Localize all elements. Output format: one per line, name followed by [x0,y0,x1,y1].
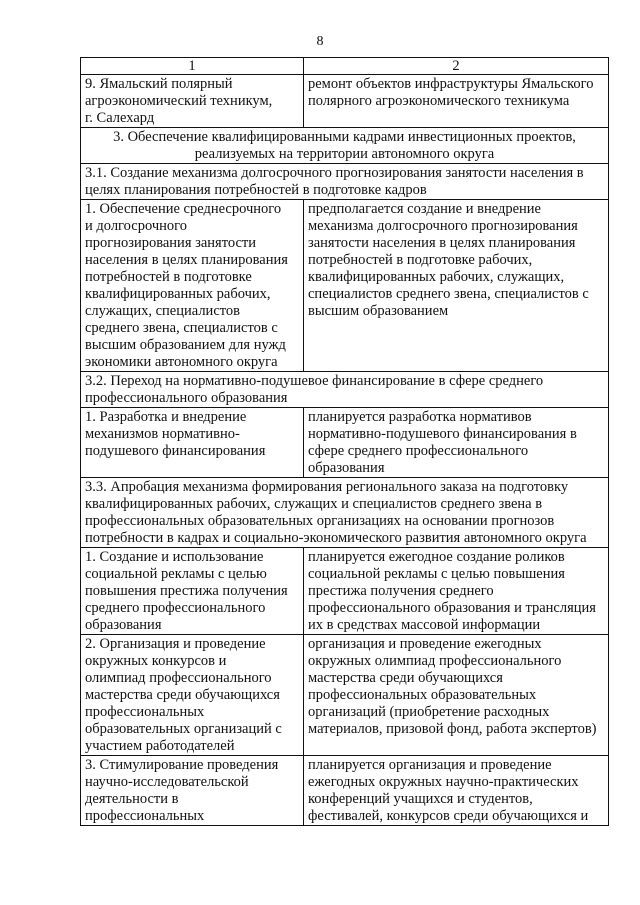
measures-table [80,57,609,826]
subsection-heading [81,478,609,548]
table-row [81,635,609,756]
description-cell [304,75,609,128]
heading-text: 3.2. Переход на нормативно-подушевое финансирование в сфере среднего профессионального образования [85,373,544,406]
measure-text: 1. Создание и использование социальной рекламы с целью повышения престижа получения среднего профессионального образования [85,549,288,633]
page-number: 8 [316,34,324,49]
description-cell [304,548,609,635]
measure-cell [81,635,304,756]
description-text: ремонт объектов инфраструктуры Ямальского полярного агроэкономического техникума [308,76,594,109]
header-row [81,58,609,75]
table-body [81,58,609,826]
table-row [81,408,609,478]
description-text: предполагается создание и внедрение механизма долгосрочного прогнозирования занятости населения в целях планирования потребностей в подготовке рабочих, квалифицированных рабочих, служащих, специалистов среднего звена, специалистов с высшим образованием [308,201,589,319]
subsection-heading-row [81,164,609,200]
description-text: организация и проведение ежегодных окружных олимпиад профессионального мастерства среди обучающихся профессиональных образовательных организаций (приобретение расходных материалов, призовой фонд, работа экспертов) [308,636,597,737]
table-row [81,756,609,826]
subsection-heading [81,372,609,408]
table-row [81,75,609,128]
measure-cell [81,756,304,826]
measure-text: 9. Ямальский полярный агроэкономический техникум, г. Салехард [85,76,273,126]
subsection-heading [81,164,609,200]
heading-text: 3.3. Апробация механизма формирования регионального заказа на подготовку квалифицированных рабочих, служащих и специалистов среднего звена в профессиональных образовательных организациях на основании прогнозов потребности в кадрах и социально-экономического развития автономного округа [85,479,587,546]
subsection-heading-row [81,372,609,408]
measure-cell [81,200,304,372]
header-cell-1: 1 [81,58,304,75]
measure-cell [81,548,304,635]
measure-text: 1. Обеспечение среднесрочного и долгосрочного прогнозирования занятости населения в целях планирования потребностей в подготовке квалифицированных рабочих, служащих, специалистов среднего звена, специалистов с высшим образованием для нужд экономики автономного округа [85,201,288,370]
subsection-heading-row [81,478,609,548]
measure-cell [81,408,304,478]
section-heading [81,128,609,164]
measure-cell [81,75,304,128]
description-cell [304,635,609,756]
table-row [81,548,609,635]
measure-text: 3. Стимулирование проведения научно-исследовательской деятельности в профессиональных [85,757,279,824]
description-cell [304,200,609,372]
measure-text: 1. Разработка и внедрение механизмов нормативно- подушевого финансирования [85,409,266,459]
description-text: планируется ежегодное создание роликов социальной рекламы с целью повышения престижа получения среднего профессионального образования и трансляция их в средствах массовой информации [308,549,596,633]
header-cell-2: 2 [304,58,609,75]
description-text: планируется разработка нормативов нормативно-подушевого финансирования в сфере среднего профессионального образования [308,409,577,476]
heading-text: 3. Обеспечение квалифицированными кадрами инвестиционных проектов, реализуемых на территории автономного округа [113,129,576,162]
heading-text: 3.1. Создание механизма долгосрочного прогнозирования занятости населения в целях планирования потребностей в подготовке кадров [85,165,584,198]
description-cell [304,408,609,478]
table-row [81,200,609,372]
description-cell [304,756,609,826]
description-text: планируется организация и проведение ежегодных окружных научно-практических конференций учащихся и студентов, фестивалей, конкурсов среди обучающихся и [308,757,589,824]
section-heading-row [81,128,609,164]
measure-text: 2. Организация и проведение окружных конкурсов и олимпиад профессионального мастерства среди обучающихся профессиональных образовательных организаций с участием работодателей [85,636,282,754]
